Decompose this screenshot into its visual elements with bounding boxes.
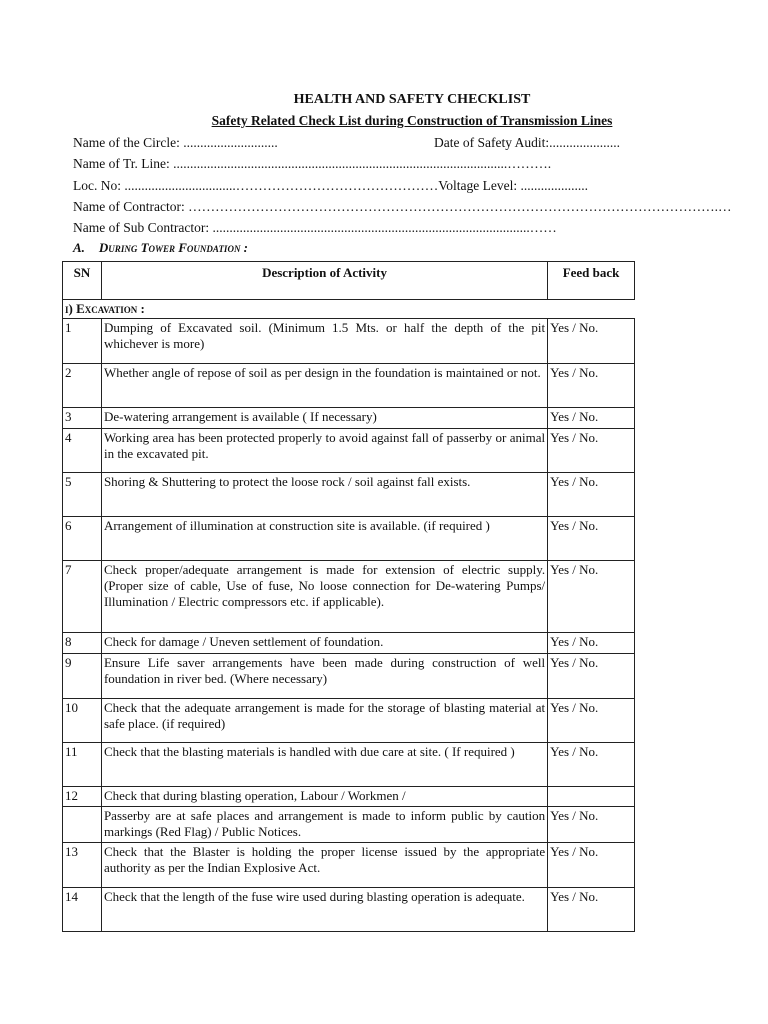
row-sn: 10: [63, 699, 102, 743]
row-description: Ensure Life saver arrangements have been made during construction of well foundation in river bed. (Where necessary): [101, 654, 547, 699]
table-row: [63, 561, 635, 633]
row-feedback: Yes / No.: [548, 561, 635, 633]
table-row: [63, 408, 635, 429]
table-row: [63, 807, 635, 843]
row-feedback: Yes / No.: [548, 633, 635, 654]
section-title: During Tower Foundation :: [98, 240, 249, 255]
audit-date-field: Date of Safety Audit:.....................: [434, 135, 620, 150]
checklist-rows: [63, 319, 635, 932]
row-feedback: Yes / No.: [548, 843, 635, 888]
row-sn: 2: [63, 364, 102, 408]
row-feedback: Yes / No.: [548, 888, 635, 932]
row-feedback: Yes / No.: [548, 364, 635, 408]
section-heading: [73, 240, 248, 256]
table-row: [63, 473, 635, 517]
row-feedback: Yes / No.: [548, 473, 635, 517]
contractor-field: Name of Contractor: ……………………………………………………………………………………………………….…: [73, 199, 732, 214]
loc-no-field: Loc. No: .................................………………………………………Voltage Level: ....................: [73, 178, 588, 193]
row-sn: 11: [63, 743, 102, 787]
table-row: [63, 888, 635, 932]
row-feedback: Yes / No.: [548, 517, 635, 561]
section-excavation: i) Excavation :: [63, 300, 635, 319]
header-sn: SN: [63, 262, 102, 300]
row-description: Check that the adequate arrangement is made for the storage of blasting material at safe place. (if required): [101, 699, 547, 743]
sub-contractor-field: Name of Sub Contractor: ..............................................................................................……: [73, 220, 557, 235]
row-description: Arrangement of illumination at construction site is available. (if required ): [101, 517, 547, 561]
row-sn: 7: [63, 561, 102, 633]
row-sn: 9: [63, 654, 102, 699]
header-description: Description of Activity: [101, 262, 547, 300]
tr-line-field: Name of Tr. Line: ...................................................................................................……….: [73, 156, 552, 171]
table-row: [63, 699, 635, 743]
row-feedback: Yes / No.: [548, 654, 635, 699]
checklist-table: [62, 261, 635, 932]
page-title: HEALTH AND SAFETY CHECKLIST: [293, 92, 531, 107]
section-label: A.: [73, 240, 85, 255]
row-description: Whether angle of repose of soil as per design in the foundation is maintained or not.: [101, 364, 547, 408]
row-description: Check for damage / Uneven settlement of foundation.: [101, 633, 547, 654]
table-header-row: [63, 262, 635, 300]
row-feedback: Yes / No.: [548, 429, 635, 473]
row-description: Check that the blasting materials is handled with due care at site. ( If required ): [101, 743, 547, 787]
header-feedback: Feed back: [548, 262, 635, 300]
row-description: De-watering arrangement is available ( If necessary): [101, 408, 547, 429]
table-row: [63, 633, 635, 654]
row-feedback: Yes / No.: [548, 743, 635, 787]
table-row: [63, 319, 635, 364]
row-sn: 13: [63, 843, 102, 888]
section-row: [63, 300, 635, 319]
row-feedback: Yes / No.: [548, 699, 635, 743]
table-row: [63, 364, 635, 408]
table-row: [63, 787, 635, 807]
row-sn: 8: [63, 633, 102, 654]
row-sn: 14: [63, 888, 102, 932]
row-sn: 4: [63, 429, 102, 473]
row-sn: 6: [63, 517, 102, 561]
row-description: Passerby are at safe places and arrangement is made to inform public by caution markings (Red Flag) / Public Notices.: [101, 807, 547, 843]
row-description: Check that the length of the fuse wire used during blasting operation is adequate.: [101, 888, 547, 932]
row-description: Check that during blasting operation, Labour / Workmen /: [101, 787, 547, 807]
row-sn: 5: [63, 473, 102, 517]
table-row: [63, 743, 635, 787]
row-description: Dumping of Excavated soil. (Minimum 1.5 Mts. or half the depth of the pit whichever is more): [101, 319, 547, 364]
table-row: [63, 843, 635, 888]
row-description: Working area has been protected properly to avoid against fall of passerby or animal in the excavated pit.: [101, 429, 547, 473]
circle-field: Name of the Circle: ............................: [73, 135, 278, 150]
table-row: [63, 429, 635, 473]
row-sn: 12: [63, 787, 102, 807]
row-sn: 3: [63, 408, 102, 429]
row-description: Shoring & Shuttering to protect the loose rock / soil against fall exists.: [101, 473, 547, 517]
table-row: [63, 654, 635, 699]
row-description: Check that the Blaster is holding the proper license issued by the appropriate authority as per the Indian Explosive Act.: [101, 843, 547, 888]
table-row: [63, 517, 635, 561]
page-subtitle: Safety Related Check List during Construction of Transmission Lines: [211, 113, 613, 128]
row-feedback: [548, 787, 635, 807]
row-sn: [63, 807, 102, 843]
row-feedback: Yes / No.: [548, 408, 635, 429]
row-feedback: Yes / No.: [548, 319, 635, 364]
row-sn: 1: [63, 319, 102, 364]
row-feedback: Yes / No.: [548, 807, 635, 843]
row-description: Check proper/adequate arrangement is made for extension of electric supply. (Proper size of cable, Use of fuse, No loose connection for De-watering Pumps/ Illumination / Electric compressors etc. if applicable).: [101, 561, 547, 633]
